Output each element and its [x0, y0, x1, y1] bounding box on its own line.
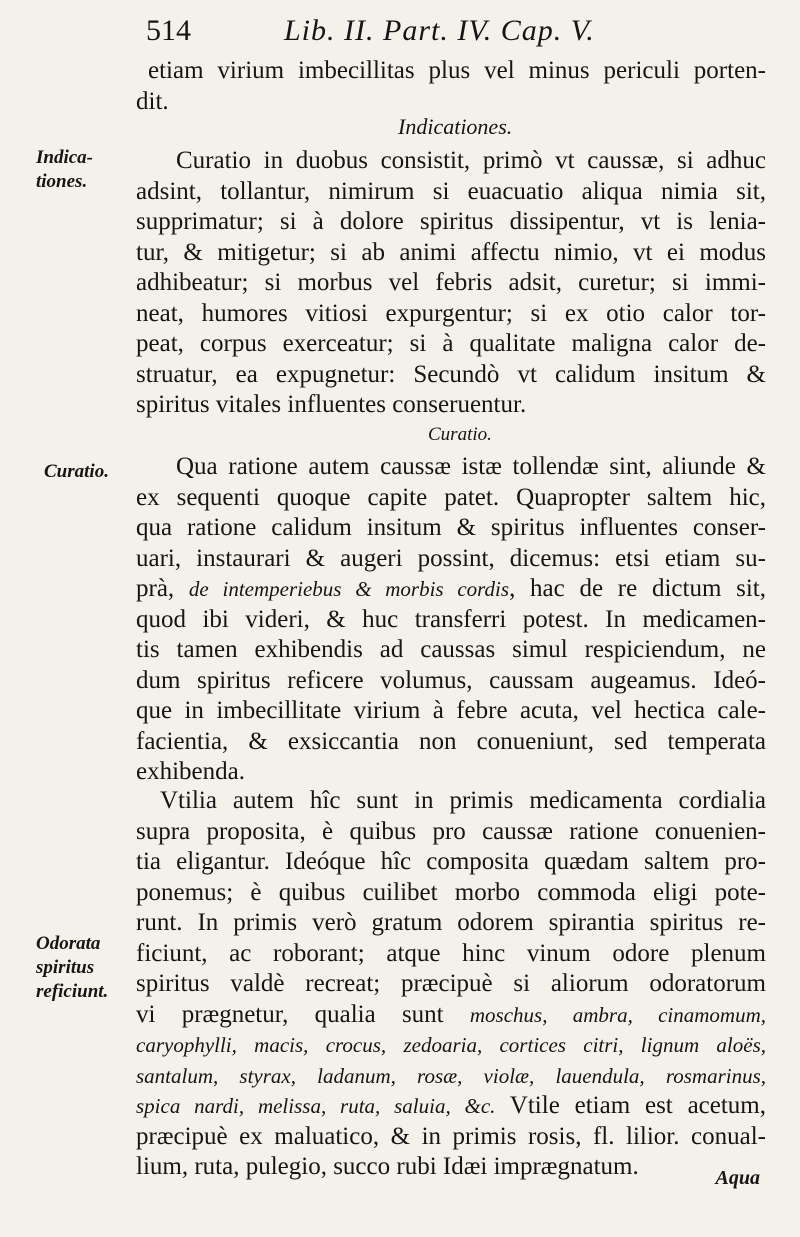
text-line: Qua ratione autem caussæ istæ tollendæ sint, aliunde & [176, 453, 766, 480]
text-line: dit. [136, 87, 169, 115]
text-line: santalum, styrax, ladanum, rosæ, violæ, lauendula, rosmarinus, [136, 1063, 766, 1088]
running-title: Lib. II. Part. IV. Cap. V. [284, 14, 595, 47]
text-line: exhibenda. [136, 758, 245, 785]
catchword: Aqua [715, 1167, 760, 1189]
text-line: supra proposita, è quibus pro caussæ ratione conuenien- [136, 817, 766, 845]
text-line: tis tamen exhibendis ad caussas simul respiciendum, ne [136, 636, 766, 663]
text-line: ponemus; è quibus cuilibet morbo commoda eligi pote- [136, 878, 766, 906]
text-line: tur, & mitigetur; si ab animi affectu nimio, vt ei modus [136, 238, 766, 266]
text-line: spiritus vitales influentes conseruentur. [136, 391, 527, 418]
continuation-paragraph [136, 56, 766, 117]
text-line: runt. In primis verò gratum odorem spirantia spiritus re- [136, 909, 766, 936]
text-line: adhibeatur; si morbus vel febris adsit, curetur; si immi- [136, 269, 766, 296]
text-line: uari, instaurari & augeri possint, dicemus: etsi etiam su- [136, 544, 766, 572]
curatio-paragraph [136, 452, 766, 788]
margin-note-odorata [36, 932, 136, 1004]
margin-note-line: Indica- [36, 147, 93, 168]
text-line: Curatio in duobus consistit, primò vt caussæ, si adhuc [176, 147, 766, 174]
heading-indicationes: Indicationes. [398, 114, 513, 139]
text-line: adsint, tollantur, nimirum si euacuatio aliqua nimia sit, [136, 177, 766, 205]
text-line: supprimatur; si à dolore spiritus dissipentur, vt is lenia- [136, 208, 766, 235]
text-line: ficiunt, ac roborant; atque hinc vinum odore plenum [136, 939, 766, 967]
text-line: struatur, ea expugnetur: Secundò vt calidum insitum & [136, 360, 766, 388]
text-line: facientia, & exsiccantia non conueniunt, sed temperata [136, 727, 766, 755]
text-line: lium, ruta, pulegio, succo rubi Idæi imprægnatum. [136, 1153, 639, 1180]
text-line: præcipuè ex maluatico, & in primis rosis, fl. lilior. conual- [136, 1122, 766, 1150]
margin-note-line: Odorata [36, 933, 101, 954]
page-number: 514 [146, 14, 191, 47]
text-line: prà, de intemperiebus & morbis cordis, hac de re dictum sit, [136, 575, 767, 602]
text-line: caryophylli, macis, crocus, zedoaria, cortices citri, lignum aloës, [136, 1033, 766, 1057]
margin-note-curatio: Curatio. [44, 461, 109, 482]
text-line: Vtilia autem hîc sunt in primis medicamenta cordialia [160, 787, 766, 814]
text-line: dum spiritus reficere volumus, caussam augeamus. Ideó- [136, 666, 766, 694]
utilia-paragraph [136, 786, 766, 1183]
text-line: tia eligantur. Ideóque hîc composita quædam saltem pro- [136, 848, 766, 875]
text-line: peat, corpus exerceatur; si à qualitate maligna calor de- [136, 330, 766, 357]
text-line: qua ratione calidum insitum & spiritus influentes conser- [136, 514, 766, 541]
text-line: etiam virium imbecillitas plus vel minus periculi porten- [148, 57, 766, 84]
text-line: spiritus valdè recreat; præcipuè si aliorum odoratorum [136, 970, 766, 997]
indications-paragraph [136, 146, 766, 421]
text-line: vi prægnetur, qualia sunt moschus, ambra, cinamomum, [136, 1000, 766, 1028]
margin-note-line: tiones. [36, 171, 88, 192]
text-line: neat, humores vitiosi expurgentur; si ex otio calor tor- [136, 299, 766, 327]
margin-note-line: reficiunt. [36, 981, 109, 1002]
margin-note-indicationes [36, 146, 136, 194]
text-line: spica nardi, melissa, ruta, saluia, &c. Vtile etiam est acetum, [136, 1092, 766, 1119]
page-header [136, 14, 756, 54]
heading-curatio: Curatio. [428, 424, 492, 445]
text-line: quod ibi videri, & huc transferri potest. In medicamen- [136, 605, 766, 633]
text-line: ex sequenti quoque capite patet. Quapropter saltem hic, [136, 483, 766, 511]
text-line: que in imbecillitate virium à febre acuta, vel hectica cale- [136, 697, 766, 724]
margin-note-line: spiritus [36, 957, 95, 978]
